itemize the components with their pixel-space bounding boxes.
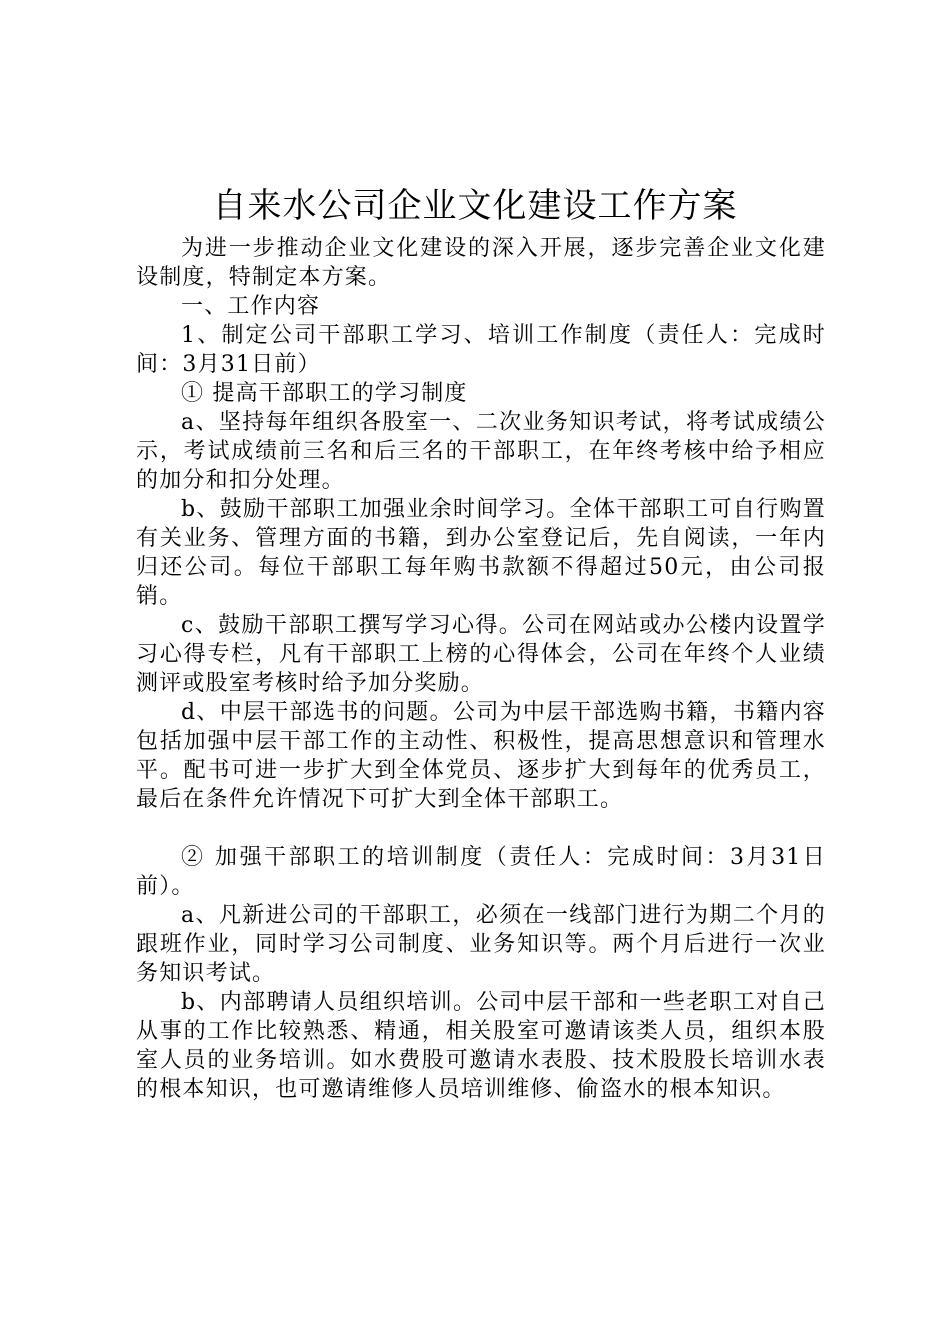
section-heading-work-content: 一、工作内容 xyxy=(181,294,321,319)
subitem-1c-paragraph: c、鼓励干部职工撰写学习心得。公司在网站或办公楼内设置学习心得专栏，凡有干部职工上榜的心得体会，公司在年终个人业绩测评或股室考核时给予加分奖励。 xyxy=(136,613,826,696)
subitem-1a-paragraph: a、坚持每年组织各股室一、二次业务知识考试，将考试成绩公示，考试成绩前三名和后三名的干部职工，在年终考核中给予相应的加分和扣分处理。 xyxy=(136,410,826,493)
document-title: 自来水公司企业文化建设工作方案 xyxy=(212,186,738,226)
blank-line xyxy=(136,814,826,843)
intro-paragraph: 为进一步推动企业文化建设的深入开展，逐步完善企业文化建设制度，特制定本方案。 xyxy=(136,236,826,290)
item-1-paragraph: 1、制定公司干部职工学习、培训工作制度（责任人：完成时间：3月31日前） xyxy=(136,323,826,377)
subitem-1b-paragraph: b、鼓励干部职工加强业余时间学习。全体干部职工可自行购置有关业务、管理方面的书籍，到办公室登记后，先自阅读，一年内归还公司。每位干部职工每年购书款额不得超过50元，由公司报销。 xyxy=(136,497,826,609)
subitem-2-heading: ② 加强干部职工的培训制度（责任人：完成时间：3月31日前）。 xyxy=(136,845,826,899)
subitem-1d-paragraph: d、中层干部选书的问题。公司为中层干部选购书籍，书籍内容包括加强中层干部工作的主动性、积极性，提高思想意识和管理水平。配书可进一步扩大到全体党员、逐步扩大到每年的优秀员工，最后在条件允许情况下可扩大到全体干部职工。 xyxy=(136,700,826,812)
subitem-1-heading: ① 提高干部职工的学习制度 xyxy=(181,381,468,406)
subitem-2b-paragraph: b、内部聘请人员组织培训。公司中层干部和一些老职工对自己从事的工作比较熟悉、精通，相关股室可邀请该类人员，组织本股室人员的业务培训。如水费股可邀请水表股、技术股股长培训水表的根本知识，也可邀请维修人员培训维修、偷盗水的根本知识。 xyxy=(136,990,826,1102)
subitem-2a-paragraph: a、凡新进公司的干部职工，必须在一线部门进行为期二个月的跟班作业，同时学习公司制度、业务知识等。两个月后进行一次业务知识考试。 xyxy=(136,903,826,986)
document-body xyxy=(136,234,826,1104)
